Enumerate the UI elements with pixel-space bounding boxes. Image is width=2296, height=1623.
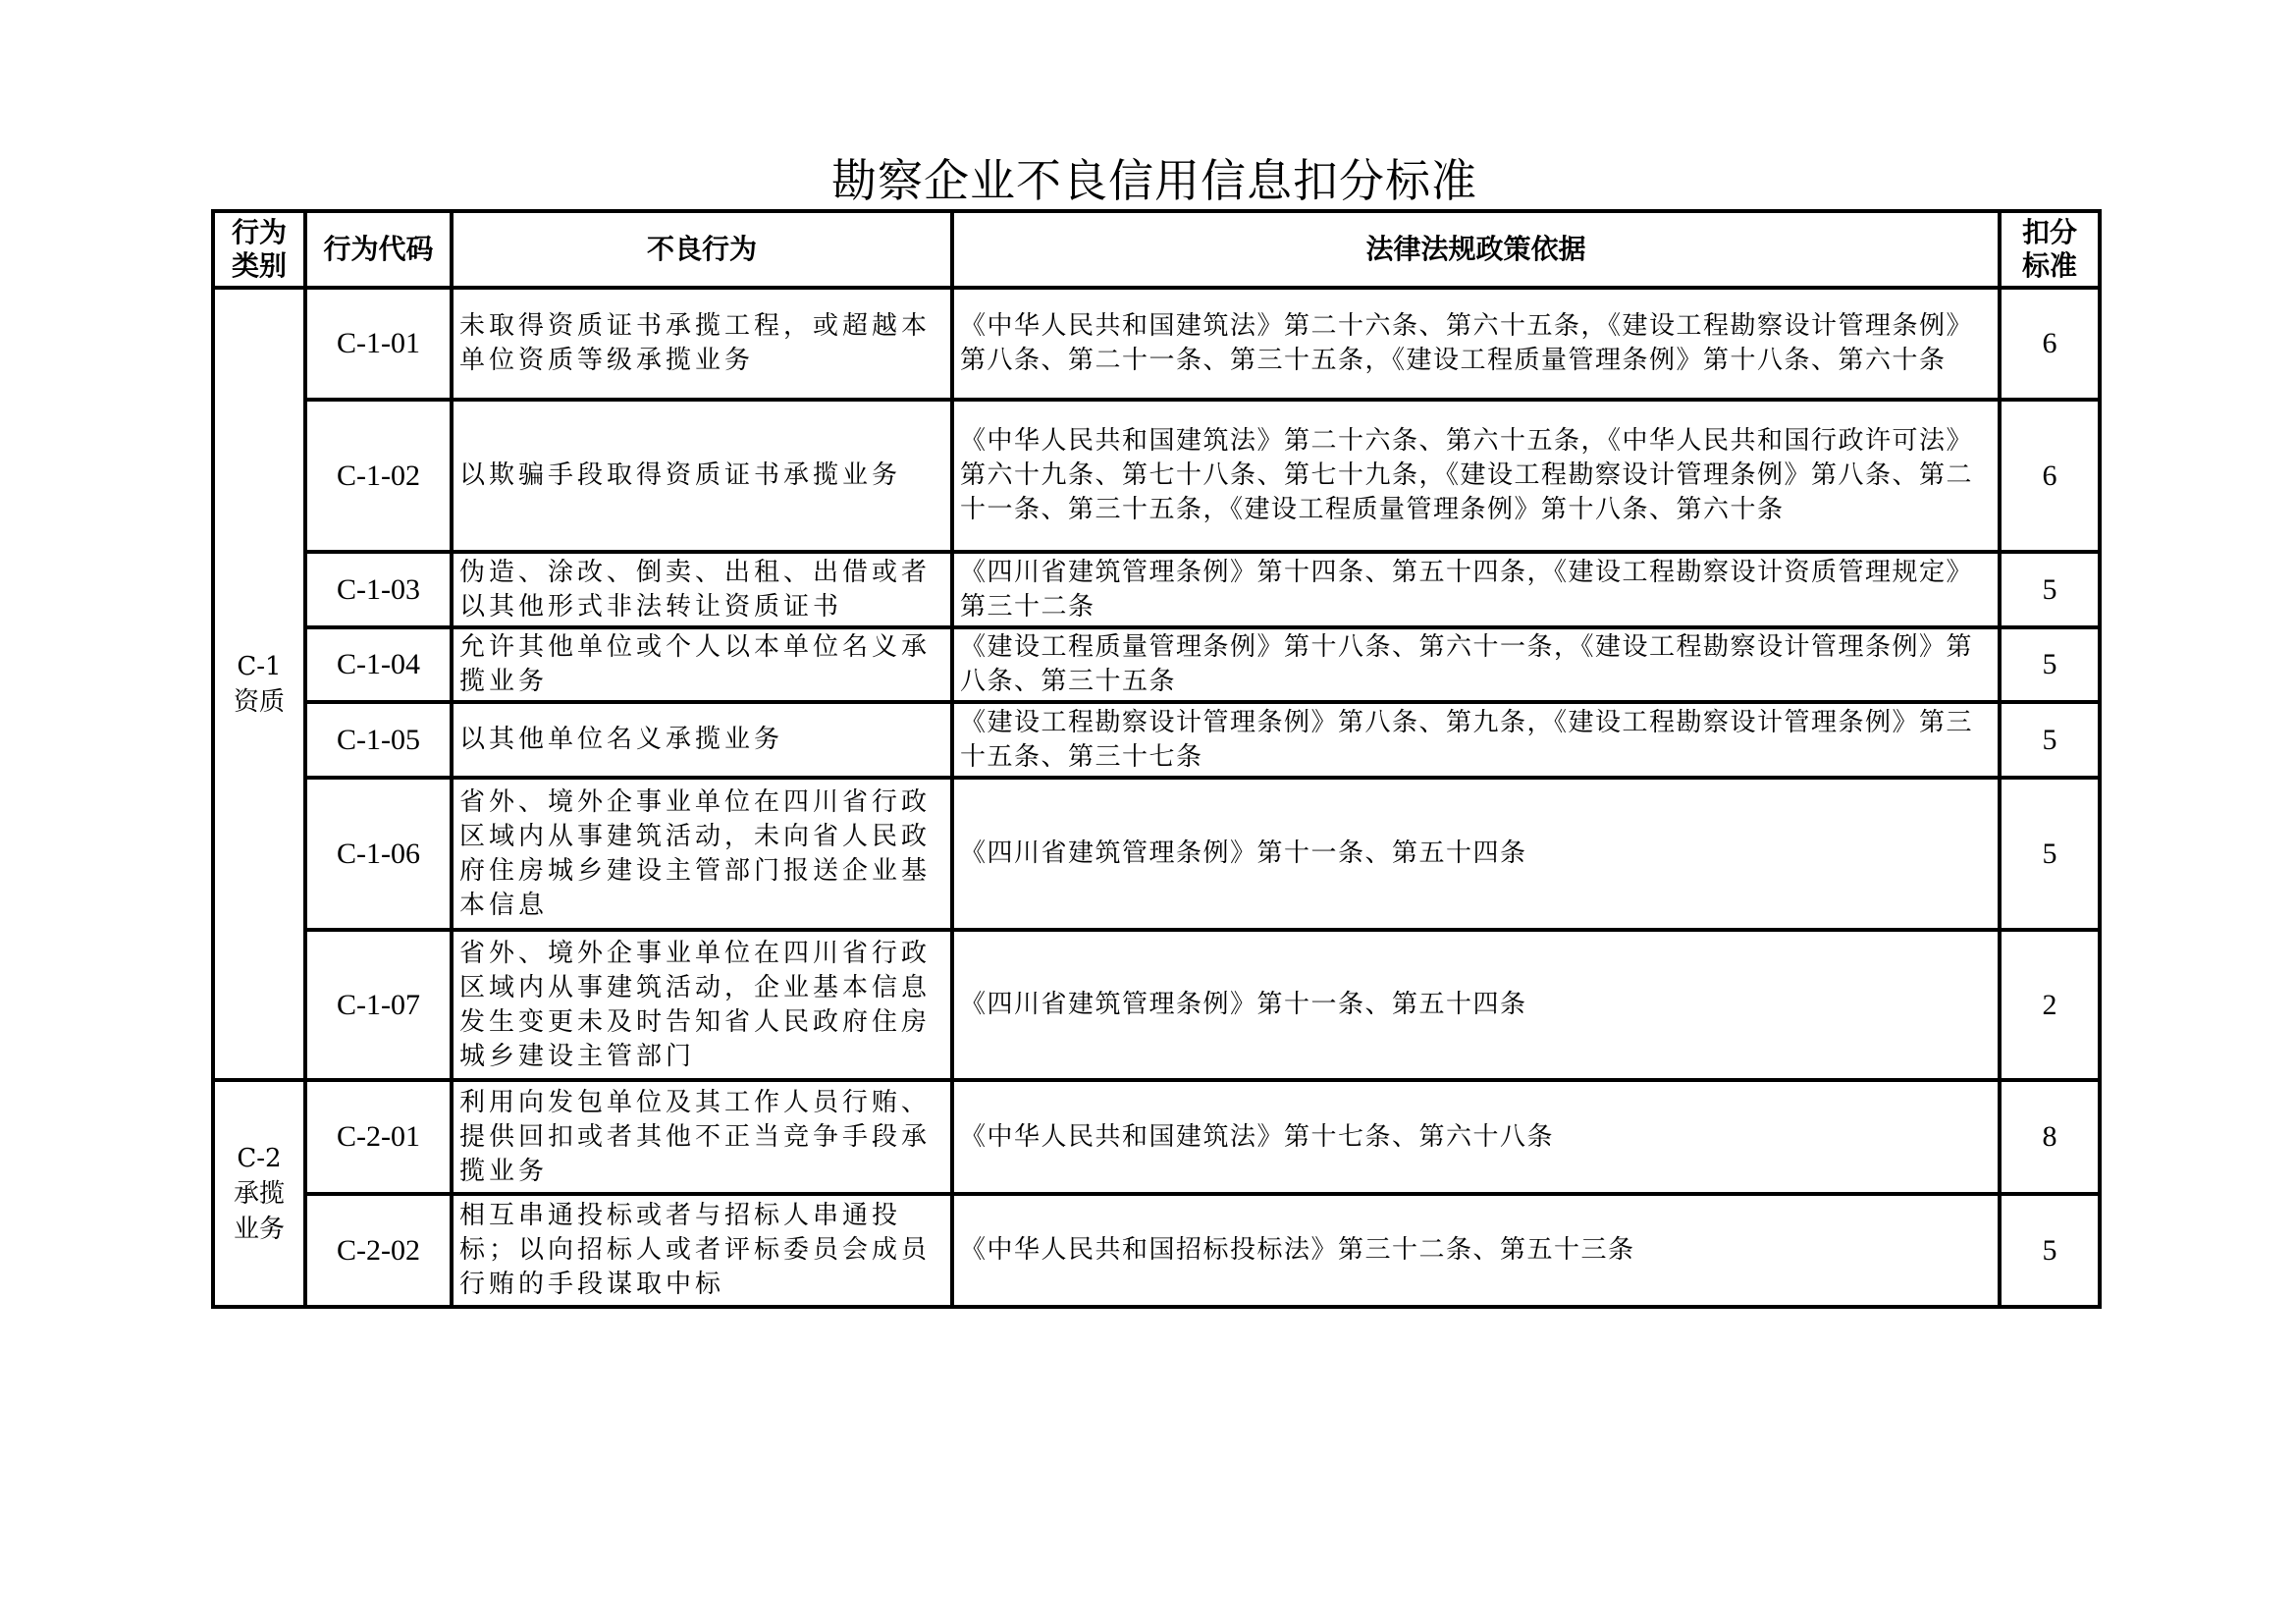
- deduction-standard-table: [211, 209, 2102, 1309]
- behavior-code: C-2-01: [305, 1080, 452, 1194]
- header-code: 行为代码: [305, 211, 452, 288]
- header-score-line2: 标准: [2021, 249, 2077, 282]
- deduction-score: 5: [2000, 702, 2100, 778]
- table-row: [213, 702, 2100, 778]
- behavior-code: C-2-02: [305, 1194, 452, 1307]
- category-name: 资质: [233, 686, 285, 717]
- legal-basis: 《中华人民共和国招标投标法》第三十二条、第五十三条: [952, 1194, 2000, 1307]
- behavior-code: C-1-07: [305, 930, 452, 1080]
- legal-basis: 《四川省建筑管理条例》第十一条、第五十四条: [952, 778, 2000, 930]
- category-cell-c1: [213, 288, 305, 1080]
- deduction-score: 5: [2000, 627, 2100, 702]
- category-name-line2: 业务: [233, 1214, 285, 1244]
- behavior-text: 利用向发包单位及其工作人员行贿、提供回扣或者其他不正当竞争手段承揽业务: [452, 1080, 952, 1194]
- deduction-score: 8: [2000, 1080, 2100, 1194]
- legal-basis: 《四川省建筑管理条例》第十一条、第五十四条: [952, 930, 2000, 1080]
- category-cell-c2: [213, 1080, 305, 1307]
- header-score: [2000, 211, 2100, 288]
- legal-basis: 《四川省建筑管理条例》第十四条、第五十四条，《建设工程勘察设计资质管理规定》 第三十二条: [952, 552, 2000, 627]
- behavior-text: 未取得资质证书承揽工程，或超越本单位资质等级承揽业务: [452, 288, 952, 400]
- legal-basis: 《中华人民共和国建筑法》第十七条、第六十八条: [952, 1080, 2000, 1194]
- header-behavior: 不良行为: [452, 211, 952, 288]
- page-title: 勘察企业不良信用信息扣分标准: [831, 154, 1477, 207]
- behavior-text: 允许其他单位或个人以本单位名义承揽业务: [452, 627, 952, 702]
- header-row: [213, 211, 2100, 288]
- deduction-score: 5: [2000, 778, 2100, 930]
- behavior-code: C-1-04: [305, 627, 452, 702]
- legal-basis: 《建设工程质量管理条例》第十八条、第六十一条，《建设工程勘察设计管理条例》第八条、第三十五条: [952, 627, 2000, 702]
- deduction-score: 5: [2000, 552, 2100, 627]
- table-row: [213, 288, 2100, 400]
- table-row: [213, 552, 2100, 627]
- table-row: [213, 930, 2100, 1080]
- table-row: [213, 627, 2100, 702]
- behavior-text: 以欺骗手段取得资质证书承揽业务: [452, 400, 952, 552]
- table-row: [213, 778, 2100, 930]
- deduction-score: 6: [2000, 400, 2100, 552]
- behavior-text: 相互串通投标或者与招标人串通投标；以向招标人或者评标委员会成员行贿的手段谋取中标: [452, 1194, 952, 1307]
- behavior-code: C-1-01: [305, 288, 452, 400]
- behavior-code: C-1-02: [305, 400, 452, 552]
- header-score-line1: 扣分: [2021, 216, 2077, 248]
- behavior-text: 以其他单位名义承揽业务: [452, 702, 952, 778]
- table-row: [213, 1194, 2100, 1307]
- behavior-code: C-1-06: [305, 778, 452, 930]
- header-category-line1: 行为: [231, 216, 287, 248]
- table-row: [213, 1080, 2100, 1194]
- behavior-text: 省外、境外企事业单位在四川省行政区域内从事建筑活动，未向省人民政府住房城乡建设主管部门报送企业基本信息: [452, 778, 952, 930]
- behavior-text: 省外、境外企事业单位在四川省行政区域内从事建筑活动，企业基本信息发生变更未及时告知省人民政府住房城乡建设主管部门: [452, 930, 952, 1080]
- legal-basis: 《中华人民共和国建筑法》第二十六条、第六十五条，《建设工程勘察设计管理条例》第八条、第二十一条、第三十五条，《建设工程质量管理条例》第十八条、第六十条: [952, 288, 2000, 400]
- category-code: C-1: [237, 651, 282, 681]
- category-code: C-2: [237, 1143, 282, 1173]
- legal-basis: 《建设工程勘察设计管理条例》第八条、第九条，《建设工程勘察设计管理条例》第三十五条、第三十七条: [952, 702, 2000, 778]
- legal-basis: 《中华人民共和国建筑法》第二十六条、第六十五条，《中华人民共和国行政许可法》第六十九条、第七十八条、第七十九条，《建设工程勘察设计管理条例》第八条、第二十一条、第三十五条，《建设工程质量管理条例》第十八条、第六十条: [952, 400, 2000, 552]
- header-category: [213, 211, 305, 288]
- deduction-score: 6: [2000, 288, 2100, 400]
- header-category-line2: 类别: [231, 249, 287, 282]
- header-basis: 法律法规政策依据: [952, 211, 2000, 288]
- deduction-score: 2: [2000, 930, 2100, 1080]
- behavior-code: C-1-03: [305, 552, 452, 627]
- table-row: [213, 400, 2100, 552]
- behavior-code: C-1-05: [305, 702, 452, 778]
- deduction-score: 5: [2000, 1194, 2100, 1307]
- category-name-line1: 承揽: [233, 1178, 285, 1209]
- behavior-text: 伪造、涂改、倒卖、出租、出借或者以其他形式非法转让资质证书: [452, 552, 952, 627]
